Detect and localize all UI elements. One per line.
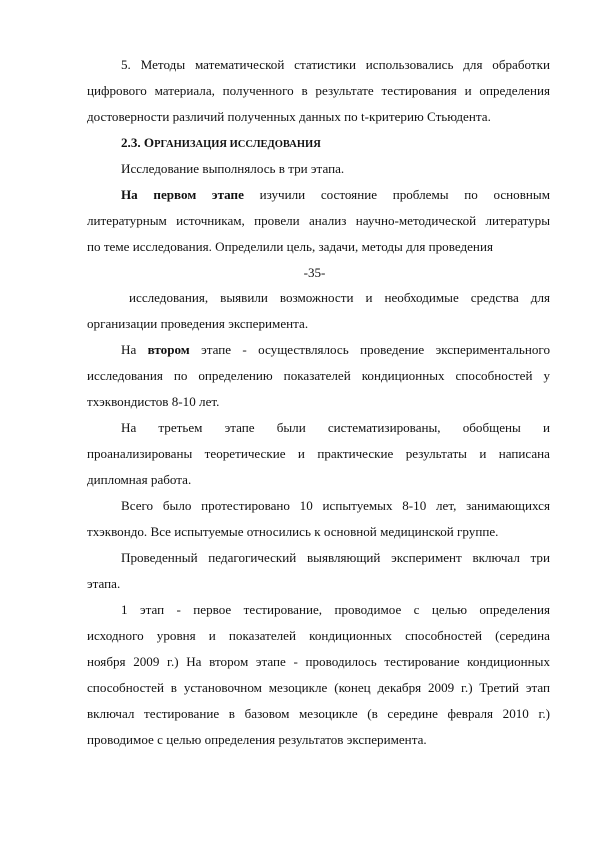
paragraph-first-stage-cont-line-1: исследования, выявили возможности и необходимые средства для: [129, 290, 550, 305]
paragraph-testing-line-5: включал тестирование в базовом мезоцикле (в середине февраля 2010 г.): [87, 706, 550, 721]
paragraph-testing-line-3: ноября 2009 г.) На втором этапе - проводилось тестирование кондиционных: [87, 654, 550, 669]
paragraph-first-stage-cont-line-2: организации проведения эксперимента.: [87, 316, 309, 331]
paragraph-methods-line-1: 5. Методы математической статистики использовались для обработки: [121, 57, 550, 72]
first-stage-text: изучили состояние проблемы по основным: [243, 187, 550, 202]
paragraph-stages-intro: Исследование выполнялось в три этапа.: [121, 161, 345, 176]
paragraph-second-stage-line-3: тхэквондистов 8-10 лет.: [87, 394, 220, 409]
paragraph-third-stage-line-2: проанализированы теоретические и практические результаты и написана: [87, 446, 550, 461]
page-number: -35-: [303, 265, 326, 280]
first-stage-bold: На первом этапе: [121, 187, 244, 202]
second-stage-text: этапе - осуществлялось проведение экспериментального: [189, 342, 550, 357]
paragraph-testing-line-2: исходного уровня и показателей кондиционных способностей (середина: [87, 628, 550, 643]
paragraph-subjects-line-1: Всего было протестировано 10 испытуемых 8-10 лет, занимающихся: [121, 498, 550, 513]
section-heading: [121, 134, 550, 154]
paragraph-subjects-line-2: тхэквондо. Все испытуемые относились к основной медицинской группе.: [87, 524, 499, 539]
paragraph-experiment-line-1: Проведенный педагогический выявляющий эксперимент включал три: [121, 550, 550, 565]
paragraph-first-stage-line-3: по теме исследования. Определили цель, задачи, методы для проведения: [87, 239, 493, 254]
second-stage-pre: На: [121, 342, 148, 357]
section-heading-title: РГАНИЗАЦИЯ ИССЛЕДОВАНИЯ: [154, 139, 321, 150]
paragraph-testing-line-6: проводимое с целью определения результатов эксперимента.: [87, 732, 427, 747]
paragraph-first-stage-line-1: [121, 186, 550, 204]
paragraph-methods-line-2: цифрового материала, полученного в результате тестирования и определения: [87, 83, 550, 98]
paragraph-second-stage-line-1: [121, 341, 550, 359]
paragraph-third-stage-line-1: На третьем этапе были систематизированы, обобщены и: [121, 420, 550, 435]
paragraph-third-stage-line-3: дипломная работа.: [87, 472, 192, 487]
paragraph-methods-line-3: достоверности различий полученных данных по t-критерию Стьюдента.: [87, 109, 491, 124]
paragraph-experiment-line-2: этапа.: [87, 576, 121, 591]
paragraph-first-stage-line-2: литературным источникам, провели анализ научно-методической литературы: [87, 213, 550, 228]
paragraph-second-stage-line-2: исследования по определению показателей кондиционных способностей у: [87, 368, 550, 383]
section-heading-number: 2.3. О: [121, 135, 155, 150]
paragraph-testing-line-1: 1 этап - первое тестирование, проводимое с целью определения: [121, 602, 550, 617]
paragraph-testing-line-4: способностей в установочном мезоцикле (конец декабря 2009 г.) Третий этап: [87, 680, 550, 695]
second-stage-bold: втором: [147, 342, 190, 357]
